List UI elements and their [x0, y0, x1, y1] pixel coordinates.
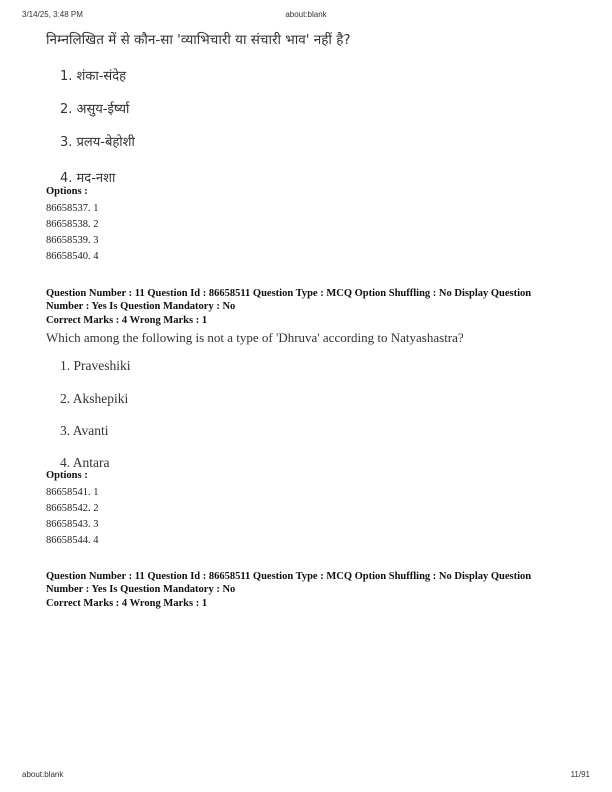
- option-3: 3. प्रलय-बेहोशी: [60, 135, 135, 150]
- option-4: 4. Antara: [60, 455, 110, 470]
- option-id: 86658541. 1: [46, 487, 99, 498]
- option-3: 3. Avanti: [60, 423, 109, 438]
- option-id: 86658544. 4: [46, 535, 99, 546]
- options-label: Options :: [46, 470, 88, 481]
- option-id: 86658539. 3: [46, 235, 99, 246]
- page-number: 11/91: [570, 770, 590, 779]
- footer-url: about:blank: [22, 770, 64, 779]
- print-datetime: 3/14/25, 3:48 PM: [22, 10, 83, 19]
- question-marks: Correct Marks : 4 Wrong Marks : 1: [46, 598, 208, 609]
- option-id: 86658543. 3: [46, 519, 99, 530]
- option-2: 2. असुय-ईर्ष्या: [60, 102, 130, 117]
- option-1: 1. शंका-संदेह: [60, 69, 127, 84]
- option-1: 1. Praveshiki: [60, 358, 131, 373]
- question-meta: Question Number : 11 Question Id : 86658511 Question Type : MCQ Option Shuffling : No Display Question Number : Yes Is Question Mandatory : No: [46, 571, 532, 595]
- question-marks: Correct Marks : 4 Wrong Marks : 1: [46, 315, 208, 326]
- option-2: 2. Akshepiki: [60, 391, 129, 406]
- option-id: 86658537. 1: [46, 203, 99, 214]
- option-id: 86658540. 4: [46, 251, 99, 262]
- options-label: Options :: [46, 186, 88, 197]
- question-text-hindi: निम्नलिखित में से कौन-सा 'व्याभिचारी या संचारी भाव' नहीं है?: [46, 32, 351, 48]
- option-id: 86658542. 2: [46, 503, 99, 514]
- question-meta: Question Number : 11 Question Id : 86658511 Question Type : MCQ Option Shuffling : No Display Question Number : Yes Is Question Mandatory : No: [46, 288, 532, 312]
- print-url: about:blank: [285, 10, 327, 19]
- option-4: 4. मद-नशा: [60, 171, 116, 186]
- option-id: 86658538. 2: [46, 219, 99, 230]
- question-text: Which among the following is not a type of 'Dhruva' according to Natyashastra?: [46, 330, 464, 345]
